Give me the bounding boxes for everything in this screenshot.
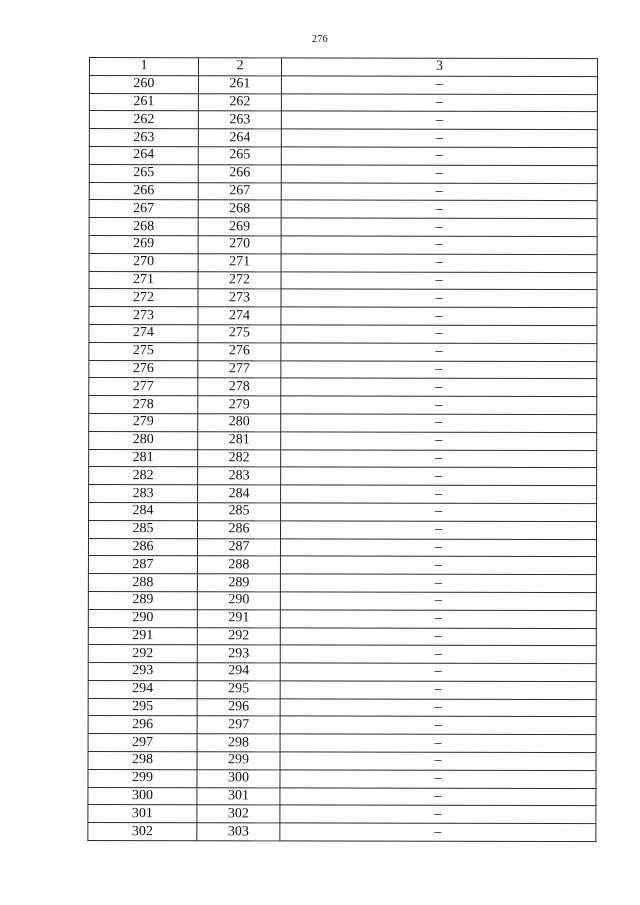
column-header: 1 xyxy=(89,58,198,76)
table-row xyxy=(89,324,597,343)
table-row xyxy=(88,574,596,593)
table-cell: 264 xyxy=(198,129,281,147)
table-row xyxy=(89,182,597,201)
table-cell: 283 xyxy=(198,467,281,485)
table-cell: – xyxy=(281,129,597,147)
table-cell: – xyxy=(280,663,596,681)
table-cell: 292 xyxy=(88,645,197,663)
table-cell: – xyxy=(280,592,596,610)
table-row xyxy=(89,378,597,397)
table-cell: 290 xyxy=(197,592,280,610)
table-cell: 260 xyxy=(89,75,198,93)
table-cell: 293 xyxy=(197,645,280,663)
table-cell: 265 xyxy=(198,147,281,165)
table-cell: – xyxy=(281,360,597,378)
table-row xyxy=(89,431,597,450)
table-row xyxy=(89,307,597,326)
table-cell: 273 xyxy=(89,307,198,325)
table-cell: 284 xyxy=(198,485,281,503)
table-row xyxy=(89,485,597,504)
page-number: 276 xyxy=(312,34,328,45)
table-cell: – xyxy=(281,147,597,165)
table-cell: 269 xyxy=(89,235,198,253)
table-cell: 299 xyxy=(197,752,280,770)
table-cell: 291 xyxy=(197,609,280,627)
table-cell: – xyxy=(281,218,597,236)
table-row xyxy=(88,787,596,806)
table-cell: – xyxy=(281,432,597,450)
table-cell: 286 xyxy=(197,520,280,538)
table-row xyxy=(89,129,597,148)
table-cell: 301 xyxy=(197,787,280,805)
table-cell: 263 xyxy=(89,129,198,147)
column-header: 2 xyxy=(198,58,281,76)
table-cell: 281 xyxy=(198,431,281,449)
data-table xyxy=(87,57,598,842)
table-row xyxy=(88,538,596,557)
table-row xyxy=(88,663,596,682)
table-cell: – xyxy=(281,325,597,343)
table-cell: – xyxy=(280,521,596,539)
table-cell: 277 xyxy=(89,378,198,396)
table-cell: – xyxy=(280,823,596,841)
table-cell: – xyxy=(281,165,597,183)
table-cell: 281 xyxy=(89,449,198,467)
table-cell: 298 xyxy=(88,752,197,770)
table-cell: 271 xyxy=(89,271,198,289)
table-cell: – xyxy=(281,307,597,325)
table-cell: – xyxy=(281,236,597,254)
table-row xyxy=(89,111,597,130)
table-cell: 262 xyxy=(198,93,281,111)
table-cell: 286 xyxy=(88,538,197,556)
table-row xyxy=(88,823,596,842)
table-cell: – xyxy=(280,574,596,592)
table-cell: 270 xyxy=(89,253,198,271)
table-cell: 297 xyxy=(88,734,197,752)
table-row xyxy=(89,449,597,468)
table-cell: 294 xyxy=(88,680,197,698)
table-row xyxy=(88,734,596,753)
table-cell: 289 xyxy=(197,574,280,592)
table-cell: 275 xyxy=(198,325,281,343)
table-cell: – xyxy=(281,254,597,272)
table-row xyxy=(89,467,597,486)
table-cell: 265 xyxy=(89,164,198,182)
table-cell: 284 xyxy=(89,502,198,520)
table-cell: – xyxy=(281,93,597,111)
table-cell: 291 xyxy=(88,627,197,645)
table-cell: 295 xyxy=(88,698,197,716)
table-cell: – xyxy=(281,378,597,396)
table-cell: 290 xyxy=(88,609,197,627)
table-cell: – xyxy=(280,805,596,823)
table-cell: 288 xyxy=(88,574,197,592)
table-cell: 299 xyxy=(88,769,197,787)
table-cell: 276 xyxy=(198,342,281,360)
table-cell: – xyxy=(280,752,596,770)
table-cell: – xyxy=(281,414,597,432)
table-cell: – xyxy=(281,200,597,218)
table-cell: – xyxy=(281,449,597,467)
table-cell: – xyxy=(281,396,597,414)
table-row xyxy=(89,502,597,521)
table-row xyxy=(88,609,596,628)
table-cell: 267 xyxy=(198,182,281,200)
table-row xyxy=(88,716,596,735)
table-cell: 274 xyxy=(89,324,198,342)
table-cell: 268 xyxy=(89,218,198,236)
table-cell: 266 xyxy=(89,182,198,200)
table-cell: 277 xyxy=(198,360,281,378)
table-row xyxy=(88,698,596,717)
table-row xyxy=(89,218,597,237)
table-cell: – xyxy=(280,645,596,663)
column-header: 3 xyxy=(281,58,597,76)
table-cell: 288 xyxy=(197,556,280,574)
table-cell: 268 xyxy=(198,200,281,218)
table-row xyxy=(89,146,597,165)
table-cell: 270 xyxy=(198,236,281,254)
table-cell: 262 xyxy=(89,111,198,129)
table-cell: – xyxy=(281,503,597,521)
table-row xyxy=(89,271,597,290)
table-row xyxy=(88,769,596,788)
table-row xyxy=(88,591,596,610)
table-row xyxy=(89,253,597,272)
table-row xyxy=(88,752,596,771)
table-cell: 303 xyxy=(197,823,280,841)
table-row xyxy=(89,235,597,254)
table-cell: – xyxy=(280,538,596,556)
table-cell: 300 xyxy=(88,787,197,805)
table-cell: 278 xyxy=(198,378,281,396)
table-row xyxy=(89,413,597,432)
table-cell: 297 xyxy=(197,716,280,734)
table-cell: 283 xyxy=(89,485,198,503)
table-cell: 302 xyxy=(197,805,280,823)
table-cell: – xyxy=(281,467,597,485)
table-cell: 263 xyxy=(198,111,281,129)
table-cell: 275 xyxy=(89,342,198,360)
table-cell: 267 xyxy=(89,200,198,218)
table-cell: 273 xyxy=(198,289,281,307)
table-cell: – xyxy=(280,770,596,788)
table-row xyxy=(89,75,597,94)
table-cell: 301 xyxy=(88,805,197,823)
table-cell: 264 xyxy=(89,146,198,164)
table-row xyxy=(89,360,597,379)
table-cell: 285 xyxy=(88,520,197,538)
table-cell: 289 xyxy=(88,591,197,609)
table-cell: 293 xyxy=(88,663,197,681)
table-cell: – xyxy=(280,716,596,734)
table-cell: 276 xyxy=(89,360,198,378)
table-cell: – xyxy=(280,734,596,752)
table-cell: 261 xyxy=(198,76,281,94)
table-cell: – xyxy=(281,289,597,307)
table-cell: 287 xyxy=(88,556,197,574)
table-cell: 280 xyxy=(198,414,281,432)
table-row xyxy=(88,805,596,824)
table-cell: 269 xyxy=(198,218,281,236)
table-cell: – xyxy=(281,485,597,503)
table-cell: 272 xyxy=(198,271,281,289)
table-cell: – xyxy=(280,699,596,717)
table-cell: 298 xyxy=(197,734,280,752)
table-cell: 271 xyxy=(198,253,281,271)
table-cell: 279 xyxy=(198,396,281,414)
table-cell: – xyxy=(280,627,596,645)
table-cell: 300 xyxy=(197,770,280,788)
table-row xyxy=(88,645,596,664)
table-cell: 296 xyxy=(88,716,197,734)
table-cell: – xyxy=(280,610,596,628)
table-row xyxy=(89,342,597,361)
table-row xyxy=(88,627,596,646)
table-cell: – xyxy=(280,788,596,806)
table-cell: 272 xyxy=(89,289,198,307)
table-cell: 266 xyxy=(198,165,281,183)
table-row xyxy=(88,520,596,539)
table-cell: 282 xyxy=(198,449,281,467)
table-cell: – xyxy=(280,681,596,699)
table-row xyxy=(88,680,596,699)
table-cell: 287 xyxy=(197,538,280,556)
table-cell: 296 xyxy=(197,698,280,716)
table-cell: 280 xyxy=(89,431,198,449)
table-cell: – xyxy=(280,556,596,574)
table-cell: 274 xyxy=(198,307,281,325)
table-cell: 285 xyxy=(198,503,281,521)
table-cell: – xyxy=(281,111,597,129)
table-cell: – xyxy=(281,271,597,289)
table-cell: – xyxy=(281,343,597,361)
table-cell: 282 xyxy=(89,467,198,485)
table-cell: 302 xyxy=(88,823,197,841)
table-row xyxy=(89,93,597,112)
table-header-row xyxy=(89,58,597,77)
table-row xyxy=(89,396,597,415)
table-row xyxy=(88,556,596,575)
table-cell: 294 xyxy=(197,663,280,681)
table-cell: 279 xyxy=(89,413,198,431)
table-cell: – xyxy=(281,76,597,94)
table-cell: 292 xyxy=(197,627,280,645)
table-cell: 295 xyxy=(197,681,280,699)
table-body xyxy=(88,75,598,841)
table-row xyxy=(89,289,597,308)
table-header xyxy=(89,58,597,77)
table-row xyxy=(89,164,597,183)
table-cell: 278 xyxy=(89,396,198,414)
table-cell: 261 xyxy=(89,93,198,111)
table-cell: – xyxy=(281,182,597,200)
table-row xyxy=(89,200,597,219)
